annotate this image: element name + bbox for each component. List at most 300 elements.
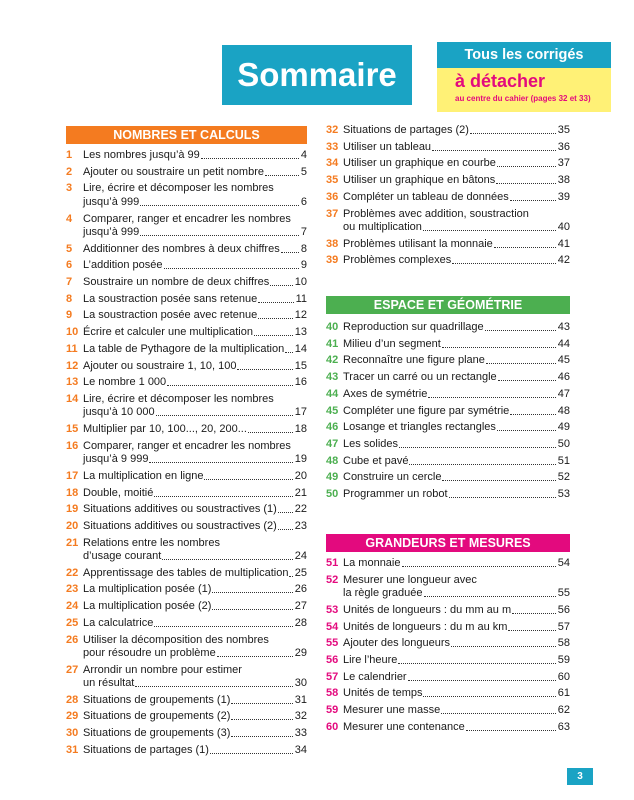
- dot-leader: [212, 609, 292, 610]
- entry-page: 62: [557, 704, 570, 716]
- entry-title: pour résoudre un problème: [83, 646, 216, 659]
- entry-number: 7: [66, 276, 73, 288]
- entry-title: Cube et pavé: [343, 454, 409, 467]
- toc-entry: [326, 191, 570, 204]
- entry-number: 58: [326, 687, 339, 700]
- entry-number: 4: [66, 212, 73, 225]
- entry-number: 45: [326, 404, 339, 417]
- dot-leader: [204, 479, 292, 480]
- entry-number: 44: [326, 387, 339, 400]
- toc-entry: [326, 208, 570, 235]
- dot-leader: [217, 656, 293, 657]
- section-heading-espace: ESPACE ET GÉOMÉTRIE: [326, 296, 570, 314]
- entry-title: Ajouter ou soustraire un petit nombre: [83, 165, 264, 178]
- toc-entry: [66, 710, 307, 723]
- toc-entry: [66, 276, 307, 289]
- entry-title: Ajouter des longueurs: [343, 637, 451, 650]
- dot-leader: [470, 133, 556, 134]
- entry-title: Tracer un carré ou un rectangle: [343, 371, 497, 384]
- toc-entry: [66, 326, 307, 339]
- entry-title: Situations de partages (1): [83, 743, 209, 756]
- toc-entry: [66, 520, 307, 533]
- toc-entry: [326, 687, 570, 700]
- entry-page: 34: [294, 743, 307, 756]
- entry-page: 7: [300, 225, 307, 238]
- toc-entry: [66, 376, 307, 389]
- entry-number: 38: [326, 237, 339, 250]
- entry-number: 14: [66, 392, 79, 405]
- entry-title: Lire, écrire et décomposer les nombres: [83, 392, 274, 405]
- entry-number: 31: [66, 743, 79, 756]
- entry-number: 48: [326, 454, 339, 467]
- entry-number: 23: [66, 583, 79, 596]
- entry-page: 31: [294, 693, 307, 706]
- section-heading-nombres: NOMBRES ET CALCULS: [66, 126, 307, 144]
- entry-page: 22: [294, 503, 307, 516]
- entry-title: Compléter une figure par symétrie: [343, 404, 510, 417]
- entry-number: 29: [66, 710, 79, 723]
- entry-number: 11: [66, 342, 78, 355]
- entry-number: 25: [66, 616, 79, 629]
- entry-page: 21: [294, 486, 307, 499]
- entry-title: La soustraction posée avec retenue: [83, 309, 258, 322]
- entry-page: 50: [557, 437, 570, 450]
- entry-page: 19: [294, 453, 307, 466]
- entry-page: 13: [294, 326, 307, 339]
- entry-number: 39: [326, 254, 339, 267]
- toc-entry: [326, 621, 570, 634]
- entry-number: 24: [66, 600, 79, 613]
- dot-leader: [135, 686, 292, 687]
- entry-title: Axes de symétrie: [343, 387, 428, 400]
- entry-title: Mesurer une contenance: [343, 720, 465, 733]
- entry-page: 47: [557, 387, 570, 400]
- entry-title: Situations de partages (2): [343, 124, 469, 136]
- entry-page: 25: [294, 566, 307, 579]
- page-number: 3: [567, 768, 593, 785]
- entry-title: Milieu d’un segment: [343, 337, 441, 350]
- entry-number: 18: [66, 486, 79, 499]
- entry-page: 12: [294, 309, 307, 322]
- toc-entry: [66, 727, 307, 740]
- entry-page: 4: [300, 149, 307, 161]
- entry-page: 23: [294, 519, 307, 532]
- entry-title: Ajouter ou soustraire 1, 10, 100: [83, 359, 237, 372]
- entry-number: 37: [326, 207, 339, 220]
- toc-entry: [66, 583, 307, 596]
- toc-entry: [66, 744, 307, 757]
- entry-number: 34: [326, 157, 339, 170]
- entry-number: 9: [66, 309, 73, 322]
- dot-leader: [398, 663, 555, 664]
- entry-title: Problèmes avec addition, soustraction: [343, 207, 529, 220]
- entry-title: Losange et triangles rectangles: [343, 421, 496, 434]
- entry-title: Lire, écrire et décomposer les nombres: [83, 182, 274, 195]
- entry-title: Le calendrier: [343, 670, 407, 683]
- toc-entry: [326, 488, 570, 501]
- dot-leader: [494, 247, 556, 248]
- entry-number: 6: [66, 259, 73, 272]
- toc-entry: [66, 343, 307, 356]
- entry-title: Écrire et calculer une multiplication: [83, 326, 253, 339]
- toc-entry: [326, 124, 570, 137]
- entry-number: 40: [326, 321, 339, 333]
- entry-title: Comparer, ranger et encadrer les nombres: [83, 439, 291, 452]
- entry-number: 60: [326, 720, 339, 733]
- entry-title: La multiplication posée (2): [83, 600, 212, 613]
- toc-entry: [66, 537, 307, 564]
- entry-number: 56: [326, 653, 339, 666]
- entry-page: 58: [557, 637, 570, 650]
- dot-leader: [428, 397, 555, 398]
- entry-page: 61: [557, 687, 570, 700]
- entry-page: 8: [300, 242, 307, 255]
- toc-entry: [326, 654, 570, 667]
- entry-number: 50: [326, 488, 339, 500]
- toc-entry: [326, 371, 570, 384]
- entry-page: 56: [557, 603, 570, 616]
- toc-entry: [326, 455, 570, 468]
- toc-entry: [66, 694, 307, 707]
- dot-leader: [154, 496, 292, 497]
- toc-entry: [326, 604, 570, 617]
- entry-title: Unités de temps: [343, 687, 423, 700]
- entry-title: Unités de longueurs : du mm au m: [343, 603, 512, 616]
- entry-title: L’addition posée: [83, 259, 163, 272]
- dot-leader: [452, 263, 556, 264]
- toc-entry: [326, 671, 570, 684]
- entry-page: 55: [557, 587, 570, 600]
- entry-page: 54: [557, 557, 570, 569]
- dot-leader: [423, 696, 555, 697]
- toc-entry: [326, 174, 570, 187]
- entry-title: Construire un cercle: [343, 471, 442, 484]
- dot-leader: [449, 497, 556, 498]
- entry-page: 52: [557, 471, 570, 484]
- entry-title: La multiplication posée (1): [83, 583, 212, 596]
- toc-entry: [326, 704, 570, 717]
- entry-title: Reproduction sur quadrillage: [343, 321, 484, 333]
- entry-page: 33: [294, 727, 307, 740]
- dot-leader: [140, 205, 299, 206]
- toc-entry: [66, 617, 307, 630]
- entry-number: 52: [326, 573, 339, 586]
- dot-leader: [254, 335, 293, 336]
- entry-title: jusqu’à 999: [83, 195, 140, 208]
- entry-title: ou multiplication: [343, 220, 422, 233]
- entry-number: 26: [66, 633, 79, 646]
- entry-number: 13: [66, 376, 79, 389]
- entry-page: 46: [557, 371, 570, 384]
- entry-page: 39: [557, 190, 570, 203]
- entry-number: 21: [66, 536, 79, 549]
- entry-title: La soustraction posée sans retenue: [83, 292, 258, 305]
- dot-leader: [409, 464, 555, 465]
- entry-title: Situations de groupements (2): [83, 710, 231, 723]
- entry-page: 20: [294, 469, 307, 482]
- dot-leader: [201, 158, 299, 159]
- dot-leader: [156, 415, 293, 416]
- entry-page: 51: [557, 454, 570, 467]
- entry-title: Comparer, ranger et encadrer les nombres: [83, 212, 291, 225]
- entry-page: 37: [557, 157, 570, 170]
- entry-title: Problèmes complexes: [343, 254, 452, 267]
- entry-title: Situations additives ou soustractives (1): [83, 503, 277, 516]
- entry-page: 63: [557, 720, 570, 733]
- entry-page: 38: [557, 174, 570, 187]
- entry-title: Arrondir un nombre pour estimer: [83, 663, 242, 676]
- dot-leader: [510, 200, 556, 201]
- toc-entry: [326, 471, 570, 484]
- dot-leader: [424, 596, 556, 597]
- dot-leader: [451, 646, 556, 647]
- entry-title: Compléter un tableau de données: [343, 190, 509, 203]
- corriges-line: Tous les corrigés: [464, 47, 584, 63]
- entry-number: 19: [66, 503, 79, 516]
- entry-number: 27: [66, 663, 79, 676]
- entry-page: 43: [557, 321, 570, 333]
- dot-leader: [486, 363, 556, 364]
- entry-page: 27: [294, 600, 307, 613]
- dot-leader: [285, 352, 293, 353]
- toc-entry: [326, 338, 570, 351]
- entry-page: 32: [294, 710, 307, 723]
- entry-title: Utiliser la décomposition des nombres: [83, 633, 269, 646]
- entry-page: 15: [294, 359, 307, 372]
- corriges-main: à détacher: [455, 71, 546, 91]
- toc-entry: [66, 259, 307, 272]
- entry-title: Reconnaître une figure plane: [343, 354, 485, 367]
- entry-number: 22: [66, 566, 79, 579]
- dot-leader: [402, 566, 556, 567]
- dot-leader: [278, 529, 293, 530]
- toc-entry: [66, 182, 307, 209]
- toc-entry: [66, 487, 307, 500]
- toc-entry: [326, 637, 570, 650]
- entry-title: Unités de longueurs : du m au km: [343, 620, 508, 633]
- entry-number: 10: [66, 326, 79, 339]
- entry-page: 6: [300, 195, 307, 208]
- entry-number: 49: [326, 471, 339, 484]
- dot-leader: [258, 302, 293, 303]
- entry-page: 24: [294, 549, 307, 562]
- entry-page: 48: [557, 404, 570, 417]
- entry-number: 2: [66, 165, 73, 178]
- entry-title: Additionner des nombres à deux chiffres: [83, 242, 280, 255]
- entry-number: 5: [66, 242, 73, 255]
- entry-number: 32: [326, 124, 339, 136]
- dot-leader: [432, 150, 556, 151]
- toc-entry: [66, 664, 307, 691]
- entry-number: 12: [66, 359, 79, 372]
- dot-leader: [162, 559, 292, 560]
- entry-number: 20: [66, 519, 79, 532]
- entry-title: d’usage courant: [83, 549, 162, 562]
- toc-entry: [66, 166, 307, 179]
- dot-leader: [270, 285, 292, 286]
- entry-title: Le nombre 1 000: [83, 376, 167, 389]
- entry-number: 15: [66, 423, 79, 435]
- toc-entry: [326, 157, 570, 170]
- entry-page: 59: [557, 653, 570, 666]
- dot-leader: [231, 703, 292, 704]
- entry-page: 29: [294, 646, 307, 659]
- entry-page: 16: [294, 376, 307, 389]
- entry-number: 1: [66, 149, 73, 161]
- dot-leader: [140, 235, 299, 236]
- dot-leader: [210, 753, 293, 754]
- dot-leader: [258, 318, 292, 319]
- entry-page: 10: [294, 276, 307, 288]
- entry-title: Relations entre les nombres: [83, 536, 220, 549]
- entry-number: 35: [326, 174, 339, 187]
- entry-page: 42: [557, 254, 570, 267]
- dot-leader: [265, 175, 299, 176]
- entry-number: 46: [326, 421, 339, 434]
- toc-entry: [66, 243, 307, 256]
- dot-leader: [154, 626, 292, 627]
- entry-title: Les nombres jusqu’à 99: [83, 149, 200, 161]
- entry-page: 40: [557, 220, 570, 233]
- entry-number: 55: [326, 637, 339, 650]
- toc-entry: [66, 503, 307, 516]
- entry-number: 47: [326, 437, 339, 450]
- dot-leader: [497, 430, 556, 431]
- entry-number: 43: [326, 371, 339, 384]
- toc-entry: [326, 321, 570, 334]
- entry-title: Soustraire un nombre de deux chiffres: [83, 276, 270, 288]
- toc-entry: [66, 360, 307, 373]
- entry-page: 41: [557, 237, 570, 250]
- dot-leader: [510, 414, 555, 415]
- toc-entry: [66, 567, 307, 580]
- dot-leader: [508, 630, 555, 631]
- toc-entry: [66, 393, 307, 420]
- toc-entry: [326, 254, 570, 267]
- entry-title: jusqu’à 9 999: [83, 453, 149, 466]
- entry-number: 42: [326, 354, 339, 367]
- entry-number: 33: [326, 140, 339, 153]
- entry-title: jusqu’à 10 000: [83, 406, 155, 419]
- toc-entry: [66, 309, 307, 322]
- entry-number: 57: [326, 670, 339, 683]
- dot-leader: [248, 432, 293, 433]
- entry-page: 5: [300, 165, 307, 178]
- entry-number: 59: [326, 704, 339, 716]
- entry-number: 8: [66, 292, 73, 305]
- entry-title: Mesurer une masse: [343, 704, 441, 716]
- dot-leader: [167, 385, 293, 386]
- dot-leader: [442, 347, 556, 348]
- toc-entry: [66, 293, 307, 306]
- dot-leader: [149, 462, 292, 463]
- entry-title: Utiliser un graphique en bâtons: [343, 174, 496, 187]
- toc-entry: [326, 557, 570, 570]
- entry-title: Problèmes utilisant la monnaie: [343, 237, 493, 250]
- dot-leader: [441, 713, 556, 714]
- entry-number: 51: [326, 557, 339, 569]
- toc-entry: [326, 421, 570, 434]
- entry-title: jusqu’à 999: [83, 225, 140, 238]
- entry-page: 53: [557, 488, 570, 500]
- dot-leader: [512, 613, 556, 614]
- dot-leader: [423, 230, 556, 231]
- entry-page: 45: [557, 354, 570, 367]
- entry-number: 54: [326, 620, 339, 633]
- toc-entry: [66, 149, 307, 162]
- toc-entry: [66, 470, 307, 483]
- entry-title: Situations de groupements (1): [83, 693, 231, 706]
- dot-leader: [466, 730, 556, 731]
- entry-title: Utiliser un tableau: [343, 140, 432, 153]
- entry-page: 36: [557, 140, 570, 153]
- entry-title: La multiplication en ligne: [83, 469, 204, 482]
- corriges-note: [437, 68, 611, 112]
- dot-leader: [485, 330, 556, 331]
- entry-title: Programmer un robot: [343, 488, 448, 500]
- entry-number: 53: [326, 603, 339, 616]
- dot-leader: [212, 592, 292, 593]
- entry-page: 35: [557, 124, 570, 136]
- toc-entry: [326, 141, 570, 154]
- entry-page: 14: [294, 342, 307, 355]
- entry-page: 57: [557, 620, 570, 633]
- toc-entry: [66, 634, 307, 661]
- dot-leader: [442, 480, 555, 481]
- dot-leader: [497, 166, 556, 167]
- entry-title: La calculatrice: [83, 616, 154, 629]
- toc-entry: [326, 388, 570, 401]
- entry-title: un résultat: [83, 676, 135, 689]
- corriges-sub: au centre du cahier (pages 32 et 33): [455, 94, 591, 103]
- entry-number: 30: [66, 727, 79, 740]
- entry-title: Lire l’heure: [343, 653, 398, 666]
- entry-page: 28: [294, 616, 307, 629]
- section-heading-grandeurs: GRANDEURS ET MESURES: [326, 534, 570, 552]
- corriges-banner: [437, 42, 611, 68]
- toc-entry: [66, 213, 307, 240]
- toc-entry: [326, 354, 570, 367]
- entry-page: 26: [294, 583, 307, 596]
- toc-entry: [326, 721, 570, 734]
- entry-title: Les solides: [343, 437, 399, 450]
- toc-entry: [326, 438, 570, 451]
- page-title: Sommaire: [237, 56, 397, 93]
- toc-entry: [66, 440, 307, 467]
- toc-entry: [66, 600, 307, 613]
- dot-leader: [289, 576, 292, 577]
- title-box: [222, 45, 412, 105]
- entry-number: 36: [326, 190, 339, 203]
- entry-title: la règle graduée: [343, 587, 423, 600]
- entry-title: Multiplier par 10, 100..., 20, 200...: [83, 423, 247, 435]
- toc-entry: [326, 405, 570, 418]
- entry-page: 60: [557, 670, 570, 683]
- entry-page: 49: [557, 421, 570, 434]
- entry-title: Apprentissage des tables de multiplication: [83, 566, 289, 579]
- entry-number: 17: [66, 469, 79, 482]
- dot-leader: [164, 268, 299, 269]
- entry-title: Utiliser un graphique en courbe: [343, 157, 496, 170]
- entry-number: 3: [66, 182, 73, 195]
- entry-page: 30: [294, 676, 307, 689]
- toc-entry: [326, 238, 570, 251]
- dot-leader: [237, 369, 292, 370]
- entry-title: Double, moitié: [83, 486, 154, 499]
- entry-page: 17: [294, 406, 307, 419]
- dot-leader: [498, 380, 556, 381]
- entry-page: 11: [295, 292, 307, 305]
